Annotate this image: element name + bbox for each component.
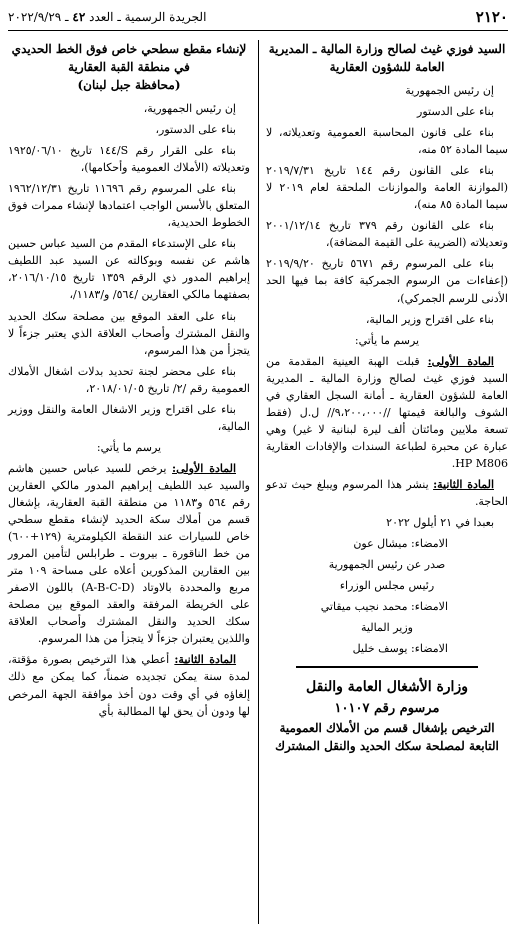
gazette-title <box>8 10 206 24</box>
column-divider <box>258 40 259 924</box>
article-text: ينشر هذا المرسوم ويبلغ حيث تدعو الحاجة. <box>266 477 508 509</box>
article-2 <box>8 651 250 719</box>
date-line: بعبدا في ٢١ أيلول ٢٠٢٢ <box>386 516 494 530</box>
paragraph: بناء على الدستور، <box>155 123 236 137</box>
article-label: المادة الثانية: <box>174 653 237 667</box>
signature-pm: الامضاء: محمد نجيب ميقاتي <box>320 600 448 614</box>
paragraph: بناء على القانون رقم ٣٧٩ تاريخ ٢٠٠١/١٢/١٤ وتعديلاته (الضريبة على القيمة المضافة)، <box>266 219 508 250</box>
decree-intro: يرسم ما يأتي: <box>354 333 420 347</box>
paragraph: إن رئيس الجمهورية، <box>143 102 236 115</box>
issued-by: صدر عن رئيس الجمهورية <box>328 558 446 572</box>
article-text: أعطي هذا الترخيص بصورة مؤقتة، لمدة سنة يمكن تجديده ضمناً، كما يمكن مع ذلك إلغاؤه في أي وقت دون أخذ موافقة الجهة المرخص لها ودون أن يحق لها المطالبة بأي <box>8 653 250 718</box>
left-column <box>8 40 250 724</box>
right-title: السيد فوزي غيث لصالح وزارة المالية ـ المديرية العامة للشؤون العقارية <box>268 42 506 74</box>
paragraph: إن رئيس الجمهورية <box>405 84 494 97</box>
decree-subject: الترخيص بإشغال قسم من الأملاك العمومية التابعة لمصلحة سكك الحديد والنقل المشترك <box>275 721 499 754</box>
issue-number: ٤٢ <box>72 10 86 24</box>
decree-number: مرسوم رقم ١٠١٠٧ <box>334 701 440 717</box>
article-text: قبلت الهبة العينية المقدمة من السيد فوزي غيث لصالح وزارة المالية ـ المديرية العامة للشؤون العقارية ـ أمانة السجل العقاري في الشوف والبالغة قيمتها //٩،٢٠٠،٠٠٠// ل.ل (فقط تسعة ملايين ومائتان ألف ليرة لبنانية لا غير) وهي عبارة عن محبرة لطباعة السندات والإفادات العقارية HP M806. <box>266 354 508 470</box>
paragraph: بناء على العقد الموقع بين مصلحة سكك الحديد والنقل المشترك وأصحاب العلاقة الذي يعتبر جزءاً لا يتجزأ من هذا المرسوم، <box>8 309 250 357</box>
section-divider <box>296 663 478 671</box>
paragraph: بناء على المرسوم رقم ١١٦٩٦ تاريخ ١٩٦٢/١٢/٣١ المتعلق بالأسس الواجب اعتمادها لإنشاء ممرات فوق الخطوط الحديدية، <box>8 182 250 230</box>
paragraph: بناء على قانون المحاسبة العمومية وتعديلاته، لا سيما المادة ٥٢ منه، <box>266 126 508 157</box>
paragraph: بناء على القانون رقم ١٤٤ تاريخ ٢٠١٩/٧/٣١ (الموازنة العامة والموازنات الملحقة لعام ٢٠١٩ لا سيما المادة ٨٥ منه)، <box>266 164 508 212</box>
page-number: ٢١٢٠ <box>475 8 508 26</box>
title-line-3: (محافظة جبل لبنان) <box>77 78 181 92</box>
finance-minister-title: وزير المالية <box>361 621 413 635</box>
paragraph: بناء على الإستدعاء المقدم من السيد عباس حسين هاشم عن نفسه وبوكالته عن السيد عبد اللطيف إبراهيم المدور ذي الرقم ١٣٥٩ تاريخ ٢٠١٦/١٠/١٥، بصفتهما مالكي العقارين /٥٦٤/ و/١١٨٣/، <box>8 237 250 302</box>
article-2 <box>266 476 508 510</box>
left-title <box>8 40 250 94</box>
article-text: يرخص للسيد عباس حسين هاشم والسيد عبد اللطيف إبراهيم المدور مالكي العقارين رقم ٥٦٤ و١١٨٣ من منطقة القبة العقارية، بإشغال قسم من أملاك سكة الحديد لإنشاء مقطع سطحي خاص للسيارات عند النقطة الكيلومترية (١٢٩+٦٠٠) من خط الناقورة ـ بيروت ـ طرابلس لتأمين المرور بين العقارين المذكورين أعلاه على مساحة ١٠٩ متر مربع والمحددة بالاوتاد (A-B-C-D) باللون الاصفر على الخريطة المرفقة والعقد الموقع بين مصلحة سكك الحديد والنقل المشترك وأصحاب العلاقة واللذين يعتبران جزءاً لا يتجزأ من هذا المرسوم. <box>8 461 250 646</box>
pm-title: رئيس مجلس الوزراء <box>339 579 435 593</box>
article-label: المادة الأولى: <box>172 461 236 475</box>
issue-date: ـ ٢٠٢٢/٩/٢٩ <box>8 10 69 24</box>
article-1 <box>266 353 508 472</box>
paragraph: بناء على القرار رقم S/١٤٤ تاريخ ١٩٢٥/٠٦/١٠ وتعديلاته (الأملاك العمومية وأحكامها)، <box>8 144 250 175</box>
page-header <box>8 6 508 31</box>
article-label: المادة الثانية: <box>433 477 494 491</box>
paragraph: بناء على الدستور <box>417 105 494 119</box>
gazette-name: الجريدة الرسمية ـ العدد <box>89 10 207 24</box>
paragraph: بناء على اقتراح وزير الاشغال العامة والنقل ووزير المالية، <box>8 402 250 433</box>
article-1 <box>8 460 250 648</box>
article-label: المادة الأولى: <box>427 354 494 368</box>
paragraph: بناء على محضر لجنة تحديد بدلات اشغال الأملاك العمومية رقم /٢/ تاريخ ٢٠١٨/٠١/٠٥، <box>8 364 250 395</box>
decree-intro: يرسم ما يأتي: <box>96 440 162 454</box>
signature-finance: الامضاء: يوسف خليل <box>352 642 448 656</box>
paragraph: بناء على اقتراح وزير المالية، <box>365 312 494 326</box>
title-line-1: لإنشاء مقطع سطحي خاص فوق الخط الحديدي <box>11 42 247 56</box>
paragraph: بناء على المرسوم رقم ٥٦٧١ تاريخ ٢٠١٩/٩/٢٠ (إعفاءات من الرسوم الجمركية كافة بما فيها الحد الأدنى للرسم الجمركي)، <box>266 257 508 305</box>
ministry-heading: وزارة الأشغال العامة والنقل <box>306 679 468 696</box>
signature-president: الامضاء: ميشال عون <box>353 537 448 551</box>
right-column <box>266 40 508 761</box>
title-line-2: في منطقة القبة العقارية <box>68 60 190 74</box>
